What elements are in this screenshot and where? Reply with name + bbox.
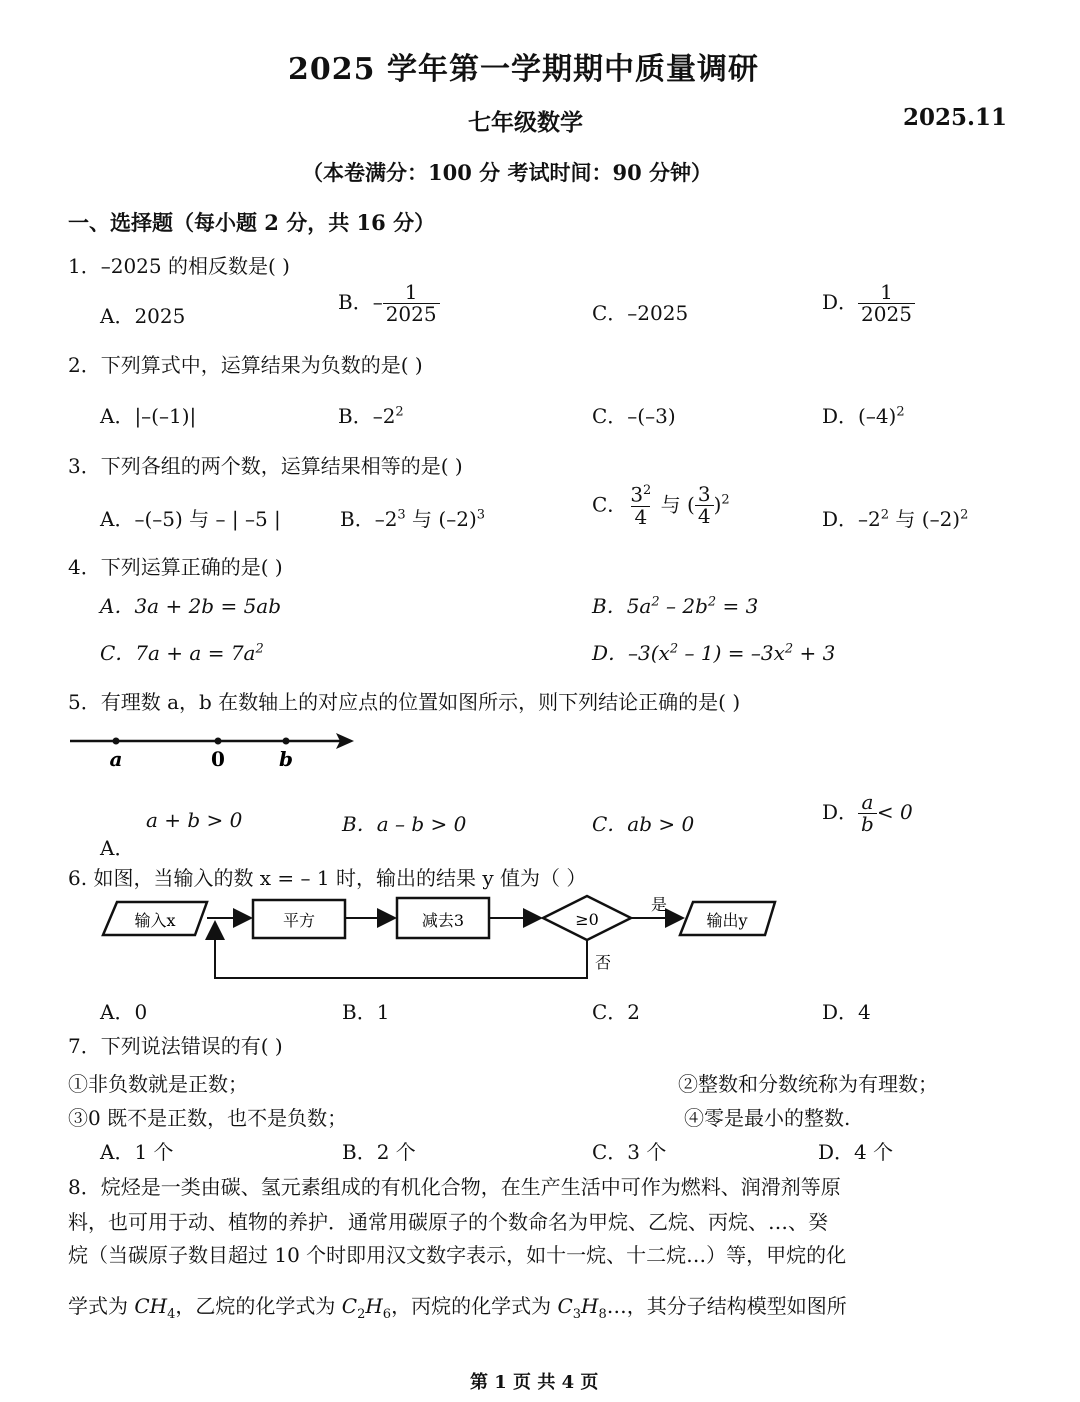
q1-option-d-prefix: D． (822, 290, 859, 314)
subscript: 3 (572, 1307, 582, 1322)
q5-option-a-letter: A． (100, 836, 135, 860)
q7-option-d: D．4 个 (818, 1140, 894, 1164)
q3-option-d (822, 503, 968, 532)
subscript: 2 (357, 1307, 366, 1322)
formula-h8: H (581, 1294, 599, 1318)
q6-stem: 6. 如图，当输入的数 x = – 1 时，输出的结果 y 值为（ ） (68, 866, 587, 890)
q7-option-b: B．2 个 (342, 1140, 416, 1164)
fraction-numerator: a (861, 790, 874, 814)
exponent: 2 (707, 594, 717, 610)
q5-option-c: C．ab > 0 (592, 812, 695, 836)
subscript: 4 (167, 1307, 176, 1322)
q8-text: ，丙烷的化学式为 (391, 1294, 558, 1318)
fraction-denominator: b (858, 813, 877, 835)
q5-option-d-end: < 0 (876, 800, 913, 824)
q3-option-c-fraction-1 (627, 484, 654, 528)
q6-option-b: B．1 (342, 1000, 390, 1024)
q5-option-d-prefix: D． (822, 800, 859, 824)
q4-option-b-part3: = 3 (716, 594, 759, 618)
fraction-numerator: 1 (880, 280, 893, 304)
flow-loop-arrow (215, 922, 587, 978)
q8-text: ，乙烷的化学式为 (175, 1294, 342, 1318)
formula-ch4: CH (134, 1294, 168, 1318)
q1-option-d (822, 282, 915, 325)
flow-minus-label: 减去3 (421, 911, 465, 930)
q3-option-c-end: ) (713, 492, 722, 517)
q7-option-c: C．3 个 (592, 1140, 667, 1164)
q4-option-c (100, 637, 264, 666)
q2-option-a: A．|–(–1)| (100, 404, 197, 428)
number-line-figure (60, 724, 370, 780)
q4-option-d-part2: – 1) = –3x (678, 641, 785, 665)
exam-date: 2025.11 (903, 104, 1008, 131)
q5-option-d-fraction (858, 792, 877, 835)
fraction-numerator (627, 484, 654, 506)
flow-input-label: 输入x (134, 911, 176, 930)
q3-option-d-left: D．–2 (822, 507, 881, 531)
q4-option-c-part1: C．7a + a = 7a (100, 641, 256, 665)
fraction-denominator: 4 (695, 505, 714, 527)
formula-c3: C (557, 1294, 573, 1318)
q3-option-c (592, 484, 730, 528)
q1-stem: 1．–2025 的相反数是( ) (68, 254, 290, 278)
exponent: 3 (476, 507, 486, 523)
q4-option-b-part2: – 2b (659, 594, 708, 618)
q7-statement-3: ③0 既不是正数，也不是负数； (68, 1106, 348, 1130)
q4-stem: 4．下列运算正确的是( ) (68, 555, 283, 579)
q6-option-d: D．4 (822, 1000, 871, 1024)
q6-option-a: A．0 (100, 1000, 148, 1024)
q8-line-4 (68, 1290, 847, 1322)
q8-line-2: 料，也可用于动、植物的养护．通常用碳原子的个数命名为甲烷、乙烷、丙烷、…、癸 (68, 1210, 828, 1234)
q1-option-a: A．2025 (100, 304, 186, 328)
q3-option-c-mid: 与 ( (654, 492, 695, 517)
q7-statement-4: ④零是最小的整数. (684, 1106, 851, 1130)
q2-option-d (822, 400, 905, 429)
fraction-numerator: 3 (697, 482, 711, 507)
q2-option-b (338, 400, 404, 429)
exponent: 2 (784, 641, 794, 657)
q1-option-d-fraction (858, 282, 915, 325)
flow-output-label: 输出y (706, 911, 748, 930)
fraction-denominator: 4 (631, 506, 650, 528)
point-b-label: b (279, 747, 293, 771)
point-a-label: a (109, 747, 123, 771)
q7-statement-2: ②整数和分数统称为有理数； (678, 1072, 938, 1096)
exponent: 3 (397, 507, 406, 523)
point-a-dot (113, 738, 120, 745)
q8-text: 学式为 (68, 1294, 135, 1318)
fraction-numerator: 1 (404, 280, 418, 304)
q3-option-c-fraction-2 (695, 484, 714, 527)
q7-option-a: A．1 个 (100, 1140, 174, 1164)
exponent: 2 (651, 594, 660, 610)
page-footer: 第 1 页 共 4 页 (470, 1372, 599, 1393)
q1-option-c: C．–2025 (592, 301, 689, 325)
q4-option-b-part1: B．5a (592, 594, 652, 618)
q8-line-3: 烷（当碳原子数目超过 10 个时即用汉文数字表示，如十一烷、十二烷…）等，甲烷的化 (68, 1243, 847, 1267)
q5-option-b: B．a – b > 0 (342, 812, 467, 836)
exponent: 2 (643, 483, 652, 498)
section-title: 一、选择题（每小题 2 分，共 16 分） (68, 210, 436, 235)
q4-option-d (592, 637, 835, 666)
exponent: 2 (669, 641, 679, 657)
exponent: 2 (880, 507, 890, 523)
q3-option-a: A．–(–5) 与 – | –5 | (100, 507, 281, 531)
subscript: 8 (598, 1307, 607, 1322)
fraction-denominator: 2025 (383, 303, 440, 325)
point-zero-label: 0 (211, 747, 225, 771)
flow-square-label: 平方 (282, 911, 316, 930)
flow-yes-label: 是 (651, 895, 668, 914)
subject-title: 七年级数学 (468, 109, 583, 136)
q3-option-b (340, 503, 485, 532)
q7-stem: 7．下列说法错误的有( ) (68, 1034, 283, 1058)
q4-option-a: A．3a + 2b = 5ab (100, 594, 282, 618)
flow-condition-label: ≥0 (575, 910, 599, 929)
q4-option-b (592, 590, 758, 619)
formula-h6: H (365, 1294, 383, 1318)
q3-option-d-right: 与 (–2) (889, 507, 961, 531)
q5-stem: 5．有理数 a，b 在数轴上的对应点的位置如图所示，则下列结论正确的是( ) (68, 690, 741, 714)
q1-option-b (338, 282, 440, 325)
q8-text: …，其分子结构模型如图所 (606, 1294, 847, 1318)
page-title: 2025 学年第一学期期中质量调研 (288, 52, 759, 87)
q2-stem: 2．下列算式中，运算结果为负数的是( ) (68, 353, 423, 377)
exam-info: （本卷满分：100 分 考试时间：90 分钟） (302, 160, 712, 185)
q3-option-b-left: B．–2 (340, 507, 398, 531)
q8-line-1: 8．烷烃是一类由碳、氢元素组成的有机化合物，在生产生活中可作为燃料、润滑剂等原 (68, 1175, 841, 1199)
fraction-denominator: 2025 (858, 303, 915, 325)
q5-option-d (822, 792, 913, 835)
numerator-base: 3 (630, 482, 644, 507)
q3-option-c-prefix: C． (592, 492, 628, 517)
q2-option-d-base: D．(–4) (822, 404, 897, 428)
q7-statement-1: ①非负数就是正数； (68, 1072, 248, 1096)
exponent: 2 (896, 404, 905, 420)
point-b-dot (283, 738, 290, 745)
q4-option-d-part1: D．–3(x (592, 641, 670, 665)
q1-option-b-fraction (383, 282, 440, 325)
q3-stem: 3．下列各组的两个数，运算结果相等的是( ) (68, 454, 463, 478)
subscript: 6 (382, 1307, 392, 1322)
q2-option-b-base: B．–2 (338, 404, 396, 428)
q5-option-a-expr: a + b > 0 (146, 808, 243, 832)
q4-option-d-part3: + 3 (793, 641, 836, 665)
q1-option-b-prefix: B．– (338, 290, 383, 314)
exponent: 2 (255, 641, 264, 657)
q6-option-c: C．2 (592, 1000, 641, 1024)
number-line-points (110, 738, 293, 772)
formula-c2: C (341, 1294, 358, 1318)
exponent: 2 (721, 492, 730, 508)
point-zero-dot (215, 738, 222, 745)
flow-no-label: 否 (595, 953, 612, 972)
q3-option-b-right: 与 (–2) (405, 507, 477, 531)
exponent: 2 (960, 507, 969, 523)
q2-option-c: C．–(–3) (592, 404, 676, 428)
flowchart-figure (95, 888, 795, 988)
exponent: 2 (395, 404, 404, 420)
